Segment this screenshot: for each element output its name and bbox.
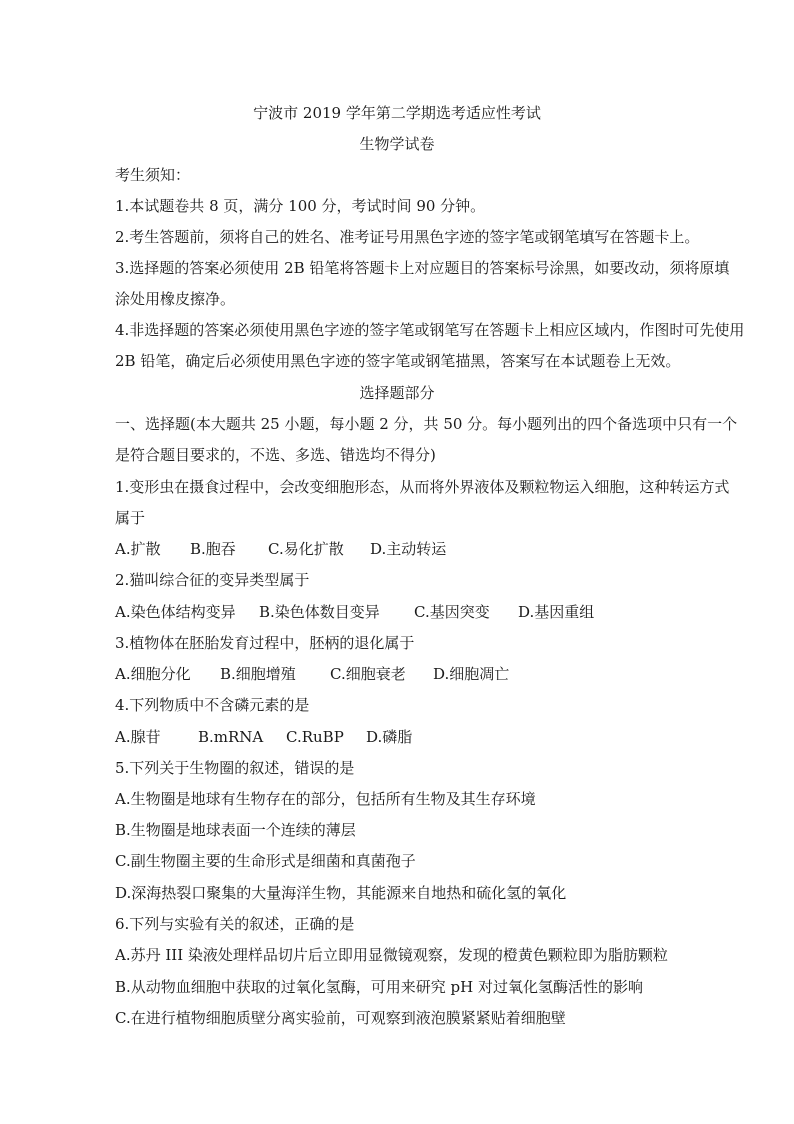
notice-item-4-line-1: 4.非选择题的答案必须使用黑色字迹的签字笔或钢笔写在答题卡上相应区域内，作图时可先使用: [115, 321, 745, 339]
q5-option-a: A.生物圈是地球有生物存在的部分，包括所有生物及其生存环境: [115, 790, 536, 808]
q6-option-c: C.在进行植物细胞质壁分离实验前，可观察到液泡膜紧紧贴着细胞壁: [115, 1009, 566, 1027]
q1-option-c: C.易化扩散: [268, 540, 344, 558]
q6-option-b: B.从动物血细胞中获取的过氧化氢酶，可用来研究 pH 对过氧化氢酶活性的影响: [115, 978, 644, 996]
section-title: 选择题部分: [359, 384, 435, 402]
q6-option-a: A.苏丹 III 染液处理样品切片后立即用显微镜观察，发现的橙黄色颗粒即为脂肪颗粒: [115, 946, 668, 964]
q5-option-c: C.副生物圈主要的生命形式是细菌和真菌孢子: [115, 852, 416, 870]
q1-option-a: A.扩散: [115, 540, 161, 558]
q3-option-b: B.细胞增殖: [220, 665, 296, 683]
q4-option-a: A.腺苷: [115, 728, 161, 746]
q5-option-b: B.生物圈是地球表面一个连续的薄层: [115, 821, 356, 839]
q4-option-b: B.mRNA: [198, 728, 264, 746]
q4-stem: 4.下列物质中不含磷元素的是: [115, 696, 310, 714]
section-intro-line-1: 一、选择题(本大题共 25 小题，每小题 2 分，共 50 分。每小题列出的四个备选项中只有一个: [115, 415, 738, 433]
q4-options: [115, 727, 695, 747]
q3-options: [115, 664, 695, 684]
q1-option-d: D.主动转运: [370, 540, 447, 558]
q3-option-a: A.细胞分化: [115, 665, 191, 683]
q6-stem: 6.下列与实验有关的叙述，正确的是: [115, 915, 355, 933]
q1-option-b: B.胞吞: [190, 540, 236, 558]
exam-subtitle: 生物学试卷: [359, 135, 435, 153]
notice-heading: 考生须知：: [115, 166, 191, 184]
q4-option-d: D.磷脂: [366, 728, 413, 746]
notice-item-2: 2.考生答题前，须将自己的姓名、准考证号用黑色字迹的签字笔或钢笔填写在答题卡上。: [115, 228, 700, 246]
q2-stem: 2.猫叫综合征的变异类型属于: [115, 571, 310, 589]
q3-stem: 3.植物体在胚胎发育过程中，胚柄的退化属于: [115, 634, 415, 652]
q1-stem-line-2: 属于: [115, 509, 146, 527]
q2-options: [115, 602, 695, 622]
q2-option-c: C.基因突变: [414, 603, 490, 621]
q3-option-c: C.细胞衰老: [330, 665, 406, 683]
notice-item-3-line-1: 3.选择题的答案必须使用 2B 铅笔将答题卡上对应题目的答案标号涂黑，如要改动，须将原填: [115, 259, 730, 277]
q2-option-d: D.基因重组: [518, 603, 595, 621]
notice-item-1: 1.本试题卷共 8 页，满分 100 分，考试时间 90 分钟。: [115, 197, 486, 215]
q5-stem: 5.下列关于生物圈的叙述，错误的是: [115, 759, 355, 777]
q2-option-a: A.染色体结构变异: [115, 603, 236, 621]
exam-title: 宁波市 2019 学年第二学期选考适应性考试: [253, 104, 541, 122]
notice-item-4-line-2: 2B 铅笔，确定后必须使用黑色字迹的签字笔或钢笔描黑，答案写在本试题卷上无效。: [115, 352, 681, 370]
q3-option-d: D.细胞凋亡: [433, 665, 510, 683]
q4-option-c: C.RuBP: [286, 728, 344, 746]
q1-options: [115, 539, 695, 559]
q2-option-b: B.染色体数目变异: [259, 603, 380, 621]
q5-option-d: D.深海热裂口聚集的大量海洋生物，其能源来自地热和硫化氢的氧化: [115, 884, 567, 902]
q1-stem-line-1: 1.变形虫在摄食过程中，会改变细胞形态，从而将外界液体及颗粒物运入细胞，这种转运方式: [115, 478, 730, 496]
section-intro-line-2: 是符合题目要求的，不选、多选、错选均不得分): [115, 446, 436, 464]
notice-item-3-line-2: 涂处用橡皮擦净。: [115, 290, 236, 308]
